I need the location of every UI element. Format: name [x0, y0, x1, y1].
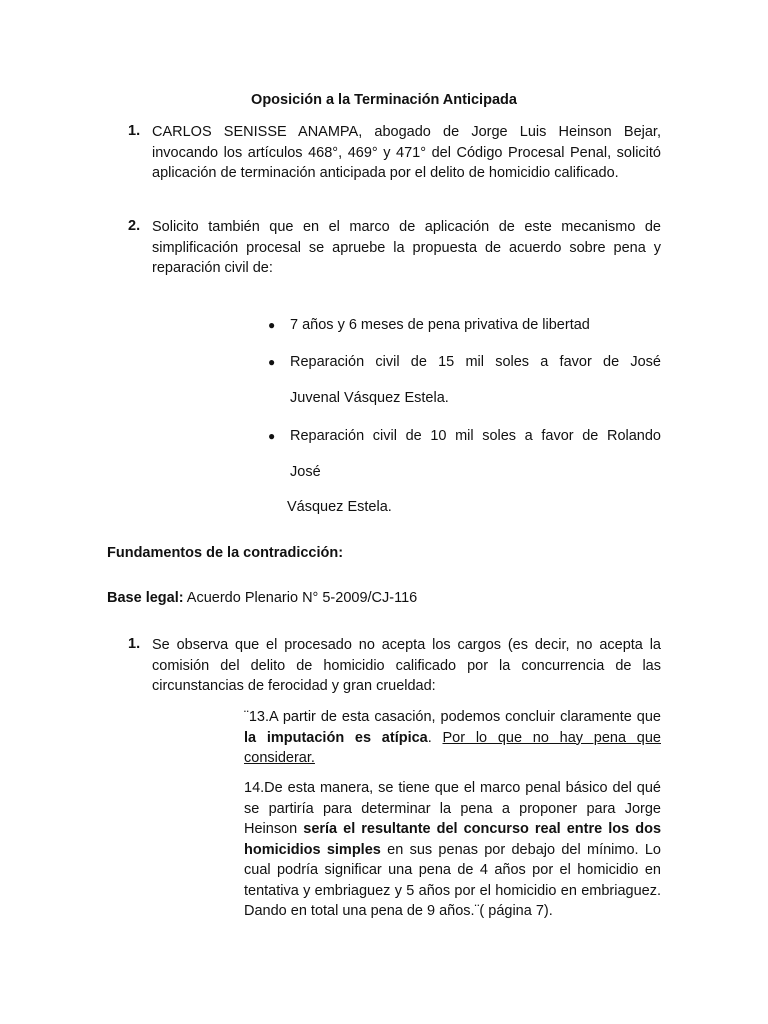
quote-paragraph: [244, 707, 661, 769]
item-text: CARLOS SENISSE ANAMPA, abogado de Jorge Luis Heinson Bejar, invocando los artículos 468°, 469° y 471° del Código Procesal Penal, solicitó aplicación de terminación anticipada por el delito de homicidio calificado.: [152, 124, 661, 181]
quote-paragraph: [244, 778, 661, 922]
item-number: 1.: [128, 123, 141, 139]
quote-text: en sus penas por debajo del mínimo. Lo cual podría significar una pena de 4 años por el homicidio en tentativa y embriaguez y 5 años por el homicidio en embriaguez. Dando en total una pena de 9 años.¨( página 7).: [244, 841, 661, 919]
bullet-dot: ●: [268, 355, 276, 369]
base-legal-value: Acuerdo Plenario N° 5-2009/CJ-116: [183, 590, 418, 606]
document-title: Oposición a la Terminación Anticipada: [251, 92, 517, 108]
bullet-text: Reparación civil de 15 mil soles a favor de José: [290, 354, 661, 370]
bullet-text-continued: Vásquez Estela.: [287, 499, 392, 515]
bullet-text: Reparación civil de 10 mil soles a favor de Rolando: [290, 428, 661, 444]
section-heading: Fundamentos de la contradicción:: [107, 545, 344, 561]
base-legal-line: [107, 590, 417, 606]
item-text: Solicito también que en el marco de aplicación de este mecanismo de simplificación procesal se apruebe la propuesta de acuerdo sobre pena y reparación civil de:: [152, 219, 661, 276]
quote-text: ¨13.A partir de esta casación, podemos concluir claramente que: [244, 709, 661, 725]
bullet-text-continued: José: [290, 464, 321, 480]
quote-bold-text: sería el resultante del concurso real entre los dos homicidios simples: [244, 821, 662, 858]
bullet-dot: ●: [268, 318, 276, 332]
bullet-text-continued: Juvenal Vásquez Estela.: [290, 390, 449, 406]
item-number: 2.: [128, 218, 141, 234]
quote-text: .: [427, 729, 443, 746]
quote-bold-text: la imputación es atípica: [244, 729, 428, 746]
item-number: 1.: [128, 636, 141, 652]
quote-text: 14.De esta manera, se tiene que el marco penal básico del qué se partiría para determinar la pena a proponer para Jorge Heinson: [244, 780, 661, 837]
item-text: Se observa que el procesado no acepta los cargos (es decir, no acepta la comisión del delito de homicidio calificado por la concurrencia de las circunstancias de ferocidad y gran crueldad:: [152, 637, 661, 694]
quote-underlined-text: Por lo que no hay pena que considerar.: [244, 729, 661, 766]
bullet-dot: ●: [268, 429, 276, 443]
base-legal-label: Base legal:: [107, 590, 184, 606]
bullet-text: 7 años y 6 meses de pena privativa de libertad: [290, 317, 590, 333]
